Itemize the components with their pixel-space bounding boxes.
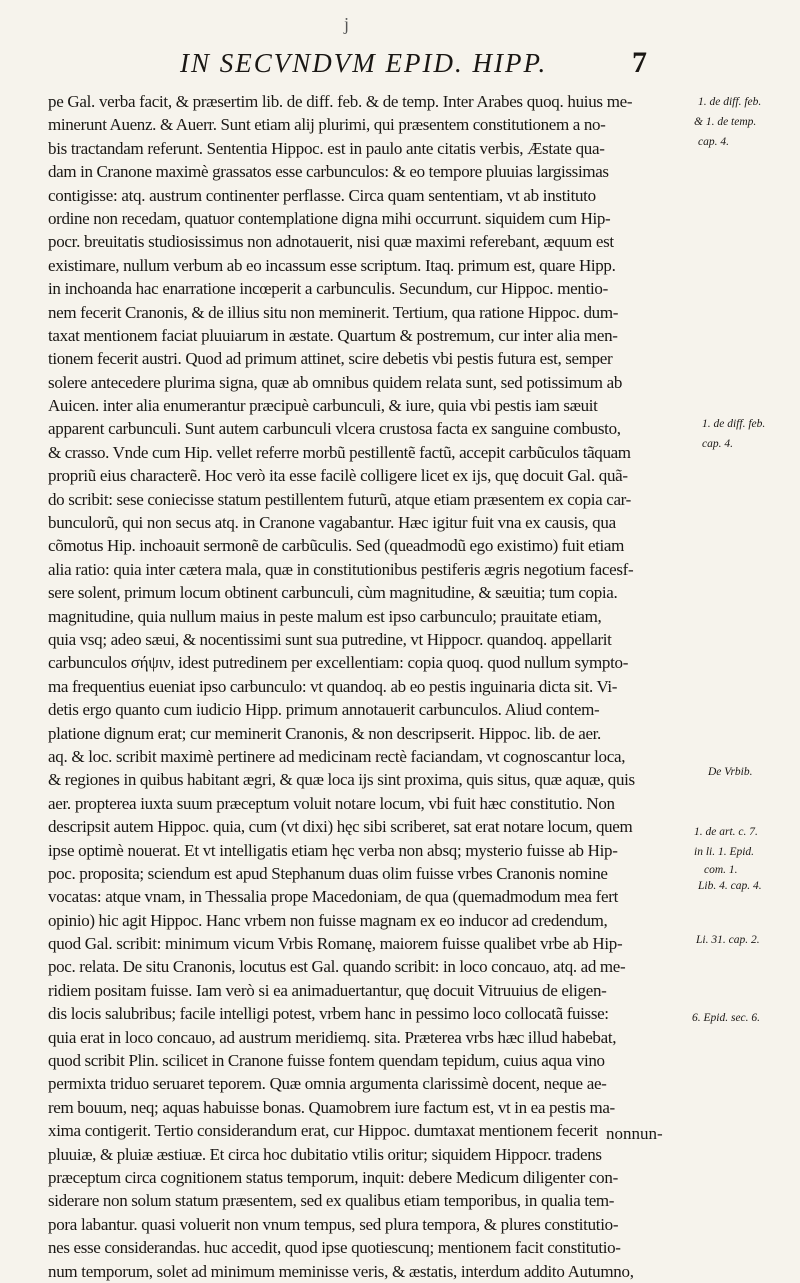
text-line: poc. relata. De situ Cranonis, locutus est Gal. quando scribit: in loco concauo, atq. ad me-	[48, 957, 626, 977]
text-line: pluuiæ, & pluiæ æstiuæ. Et circa hoc dubitatio vtilis oritur; siquidem Hippocr. tradens	[48, 1144, 602, 1164]
text-line: do scribit: sese coniecisse statum pestillentem futurũ, atque etiam præsentem ex copia car-	[48, 489, 631, 509]
text-line: aer. propterea iuxta suum præceptum voluit notare locum, vbi fuit hæc constitutio. Non	[48, 793, 615, 813]
text-line: taxat mentionem faciat pluuiarum in æstate. Quartum & postremum, cur inter alia men-	[48, 325, 618, 345]
margin-note: in li. 1. Epid.	[694, 846, 755, 858]
text-line: existimare, nullum verbum ab eo incassum esse scriptum. Itaq. primum est, quare Hipp.	[48, 255, 616, 275]
text-line: pocr. breuitatis studiosissimus non adnotauerit, nisi quæ maximi referebant, æquum est	[48, 232, 614, 252]
text-line: quia vsq; adeo sæui, & nocentissimi sunt sua putredine, vt Hippocr. quandoq. appellarit	[48, 629, 612, 649]
margin-note: com. 1.	[704, 864, 738, 876]
text-line: sere solent, primum locum obtinent carbunculi, cùm magnitudine, & sæuitia; tum copia.	[48, 583, 618, 603]
text-line: contigisse: atq. austrum continenter perflasse. Circa quam sententiam, vt ab instituto	[48, 185, 596, 205]
text-line: & regiones in quibus habitant ægri, & quæ loca ijs sint proxima, quis situs, quæ aquæ, quis	[48, 770, 635, 790]
margin-note: 1. de diff. feb.	[698, 96, 762, 108]
text-line: Auicen. inter alia enumerantur præcipuè carbunculi, & iure, quia vbi pestis iam sæuit	[48, 396, 598, 416]
text-line: & crasso. Vnde cum Hip. vellet referre morbũ pestillentẽ factũ, accepit carbũculos tãquam	[48, 442, 631, 462]
text-line: solere antecedere plurima signa, quæ ab omnibus quidem relata sunt, sed potissimum ab	[48, 372, 623, 392]
catchword: nonnun-	[606, 1124, 663, 1143]
text-line: propriũ eius characterẽ. Hoc verò ita esse facilè colligere licet ex ijs, quę docuit Gal. quã-	[48, 466, 628, 486]
text-line: num temporum, solet ad minimum meminisse veris, & æstatis, interdum addito Autumno,	[48, 1261, 634, 1281]
text-line: opinio) hic agit Hippoc. Hanc vrbem non fuisse magnam ex eo inducor ad credendum,	[48, 910, 608, 930]
text-line: permixta triduo seruaret teporem. Quæ omnia argumenta clarissimè docent, neque ae-	[48, 1074, 607, 1094]
text-line: rem bouum, neq; aquas habuisse bonas. Quamobrem iure factum est, vt in ea pestis ma-	[48, 1097, 615, 1117]
text-line: nem fecerit Cranonis, & de illius situ non meminerit. Tertium, qua ratione Hippoc. dum-	[48, 302, 619, 322]
margin-note: 1. de art. c. 7.	[694, 826, 758, 838]
text-line: bunculorũ, qui non secus atq. in Cranone vagabantur. Hæc igitur fuit vna ex causis, qua	[48, 513, 616, 533]
text-line: poc. proposita; sciendum est apud Stephanum duas olim fuisse vrbes Cranonis nomine	[48, 863, 608, 883]
text-line: siderare non solum statum præsentem, sed ex qualibus etiam temporibus, in qualia tem-	[48, 1191, 615, 1211]
text-line: nes esse considerandas. huc accedit, quod ipse quotiescunq; mentionem facit constitutio-	[48, 1238, 621, 1258]
text-line: ma frequentius eueniat ipso carbunculo: vt quandoq. ab eo pestis inguinaria dicta sit. Vi-	[48, 676, 618, 696]
text-line: ipse optimè nouerat. Et vt intelligatis etiam hęc verba non absq; mysterio fuisse ab Hip-	[48, 840, 618, 860]
text-line: dis locis salubribus; facile intelligi potest, vrbem hanc in pessimo loco collocatã fuisse:	[48, 1004, 609, 1024]
text-line: xima contigerit. Tertio considerandum erat, cur Hippoc. dumtaxat mentionem fecerit	[48, 1121, 598, 1141]
margin-note: De Vrbib.	[708, 766, 753, 778]
text-line: platione dignum erat; cur meminerit Cranonis, & non descripserit. Hippoc. lib. de aer.	[48, 723, 601, 743]
text-line: quia erat in loco concauo, ad austrum meridiemq. sita. Præterea vrbs hæc illud habebat,	[48, 1027, 617, 1047]
text-line: carbunculos σήψιν, idest putredinem per excellentiam: copia quoq. quod nullum sympto-	[48, 653, 629, 673]
text-line: præceptum circa cognitionem status temporum, inquit: debere Medicum diligenter con-	[48, 1167, 618, 1187]
margin-note: & 1. de temp.	[694, 116, 757, 128]
text-line: ridiem positam fuisse. Iam verò si ea animaduertantur, quę docuit Vitruuius de eligen-	[48, 980, 607, 1000]
text-line: magnitudine, quia nullum maius in peste malum est ipso carbunculo; prauitate etiam,	[48, 606, 602, 626]
running-title: IN SECVNDVM EPID. HIPP.	[180, 48, 548, 78]
margin-note: Li. 31. cap. 2.	[696, 934, 760, 946]
text-line: apparent carbunculi. Sunt autem carbunculi vlcera crustosa facta ex sanguine combusto,	[48, 419, 621, 439]
text-line: dam in Cranone maximè grassatos esse carbunculos: & eo tempore pluuias largissimas	[48, 162, 609, 182]
body-text	[48, 90, 688, 1283]
text-line: quod scribit Plin. scilicet in Cranone fuisse fontem quendam tepidum, cuius aqua vino	[48, 1051, 605, 1071]
margin-note: Lib. 4. cap. 4.	[698, 880, 762, 892]
text-line: bis tractandam referunt. Sententia Hippoc. est in paulo ante citatis verbis, Æstate qua-	[48, 138, 605, 158]
text-line: pora labantur. quasi voluerit non vnum tempus, sed plura tempora, & plures constitutio-	[48, 1214, 619, 1234]
margin-notes	[690, 0, 800, 1200]
margin-note: cap. 4.	[698, 136, 729, 148]
text-line: tionem fecerit austri. Quod ad primum attinet, scire debetis vbi pestis futura est, semper	[48, 349, 613, 369]
text-line: aq. & loc. scribit maximè pertinere ad medicinam rectè faciandam, vt cognoscantur loca,	[48, 746, 626, 766]
text-line: pe Gal. verba facit, & præsertim lib. de diff. feb. & de temp. Inter Arabes quoq. huius me-	[48, 92, 633, 111]
margin-note: 1. de diff. feb.	[702, 418, 766, 430]
text-line: in inchoanda hac enarratione incœperit a carbunculis. Secundum, cur Hippoc. mentio-	[48, 279, 608, 299]
page-header	[0, 44, 800, 88]
text-line: detis ergo quanto cum iudicio Hipp. primum annotauerit carbunculos. Aliud contem-	[48, 700, 600, 720]
text-line: vocatas: atque vnam, in Thessalia prope Macedoniam, de qua (quemadmodum mea fert	[48, 887, 619, 907]
text-line: alia ratio: quia inter cætera mala, quæ in constitutionibus pestiferis ægris negotium facesf-	[48, 559, 634, 579]
text-line: minerunt Auenz. & Auerr. Sunt etiam alij plurimi, qui præsentem constitutionem a no-	[48, 115, 606, 135]
text-line: quod Gal. scribit: minimum vicum Vrbis Romanę, maiorem fuisse qualibet vrbe ab Hip-	[48, 934, 623, 954]
page-number: 7	[632, 46, 647, 79]
text-line: ordine non recedam, quatuor contemplatione digna mihi occurrunt. siquidem cum Hip-	[48, 208, 611, 228]
text-line: cõmotus Hip. inchoauit sermonẽ de carbũculis. Sed (queadmodũ ego existimo) fuit etiam	[48, 536, 624, 556]
text-line: descripsit autem Hippoc. quia, cum (vt dixi) hęc sibi scriberet, sat erat notare locum, quem	[48, 817, 633, 837]
page-mark: j	[344, 14, 350, 34]
margin-note: 6. Epid. sec. 6.	[692, 1012, 761, 1024]
margin-note: cap. 4.	[702, 438, 733, 450]
